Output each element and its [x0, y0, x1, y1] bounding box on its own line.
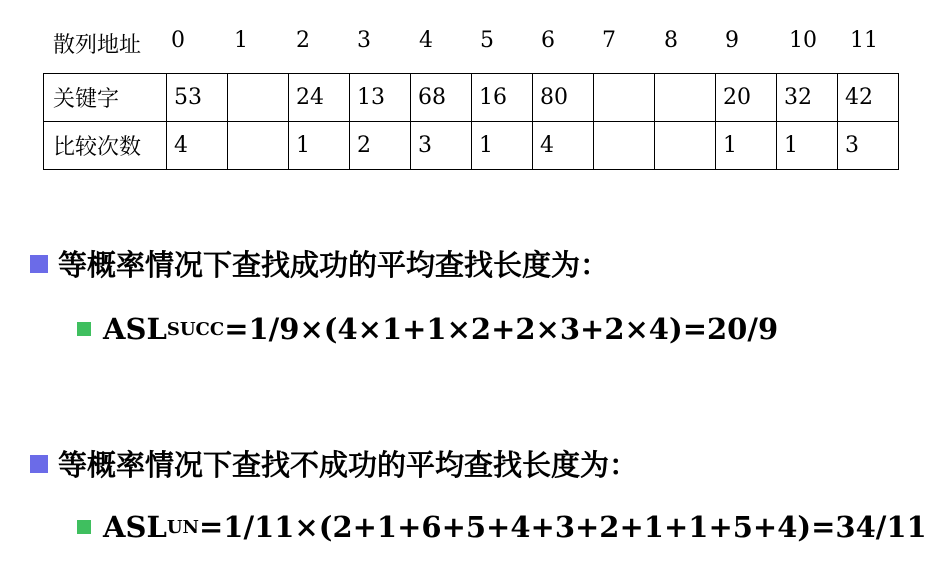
formula-expression: =1/11×(2+1+6+5+4+3+2+1+1+5+4)=34/11: [199, 510, 927, 544]
hash-index: 9: [725, 28, 739, 53]
key-cell: 24: [289, 74, 350, 122]
hash-address-label: 散列地址: [53, 33, 142, 58]
formula-subscript: UN: [166, 516, 199, 538]
hash-index: 0: [171, 28, 185, 53]
formula-subscript: SUCC: [166, 318, 225, 340]
key-cell: 80: [533, 74, 594, 122]
hash-table: [43, 73, 899, 170]
square-bullet-icon: [30, 255, 48, 273]
hash-index: 2: [296, 28, 310, 53]
square-bullet-icon: [77, 520, 91, 534]
comparison-cell: 4: [533, 122, 594, 170]
failure-heading-text: 等概率情况下查找不成功的平均查找长度为：: [58, 448, 639, 482]
hash-index: 4: [419, 28, 433, 53]
hash-index: 3: [357, 28, 371, 53]
row-label-comparisons: 比较次数: [44, 122, 167, 170]
comparison-cell: 1: [289, 122, 350, 170]
comparison-cell: 3: [411, 122, 472, 170]
hash-index: 7: [602, 28, 616, 53]
comparison-cell: 1: [777, 122, 838, 170]
key-cell: 13: [350, 74, 411, 122]
hash-index: 1: [234, 28, 248, 53]
failure-formula: [77, 510, 927, 544]
formula-prefix: ASL: [103, 510, 167, 544]
table-row-comparisons: [44, 122, 899, 170]
square-bullet-icon: [77, 322, 91, 336]
square-bullet-icon: [30, 455, 48, 473]
comparison-cell: 3: [838, 122, 899, 170]
key-cell: 16: [472, 74, 533, 122]
comparison-cell: 1: [472, 122, 533, 170]
key-cell: 53: [167, 74, 228, 122]
comparison-cell: [655, 122, 716, 170]
hash-index: 11: [850, 28, 878, 53]
key-cell: 20: [716, 74, 777, 122]
hash-index: 10: [789, 28, 817, 53]
comparison-cell: 1: [716, 122, 777, 170]
success-heading: [30, 243, 609, 284]
key-cell: 32: [777, 74, 838, 122]
key-cell: [228, 74, 289, 122]
hash-index: 8: [664, 28, 678, 53]
comparison-cell: [594, 122, 655, 170]
table-row-keys: [44, 74, 899, 122]
formula-prefix: ASL: [103, 312, 167, 346]
hash-index: 5: [480, 28, 494, 53]
failure-heading: [30, 443, 638, 484]
hash-index: 6: [541, 28, 555, 53]
key-cell: [655, 74, 716, 122]
success-formula: [77, 312, 778, 346]
key-cell: [594, 74, 655, 122]
comparison-cell: [228, 122, 289, 170]
comparison-cell: 2: [350, 122, 411, 170]
comparison-cell: 4: [167, 122, 228, 170]
key-cell: 42: [838, 74, 899, 122]
success-heading-text: 等概率情况下查找成功的平均查找长度为：: [58, 248, 610, 282]
row-label-keys: 关键字: [44, 74, 167, 122]
key-cell: 68: [411, 74, 472, 122]
formula-expression: =1/9×(4×1+1×2+2×3+2×4)=20/9: [224, 312, 779, 346]
